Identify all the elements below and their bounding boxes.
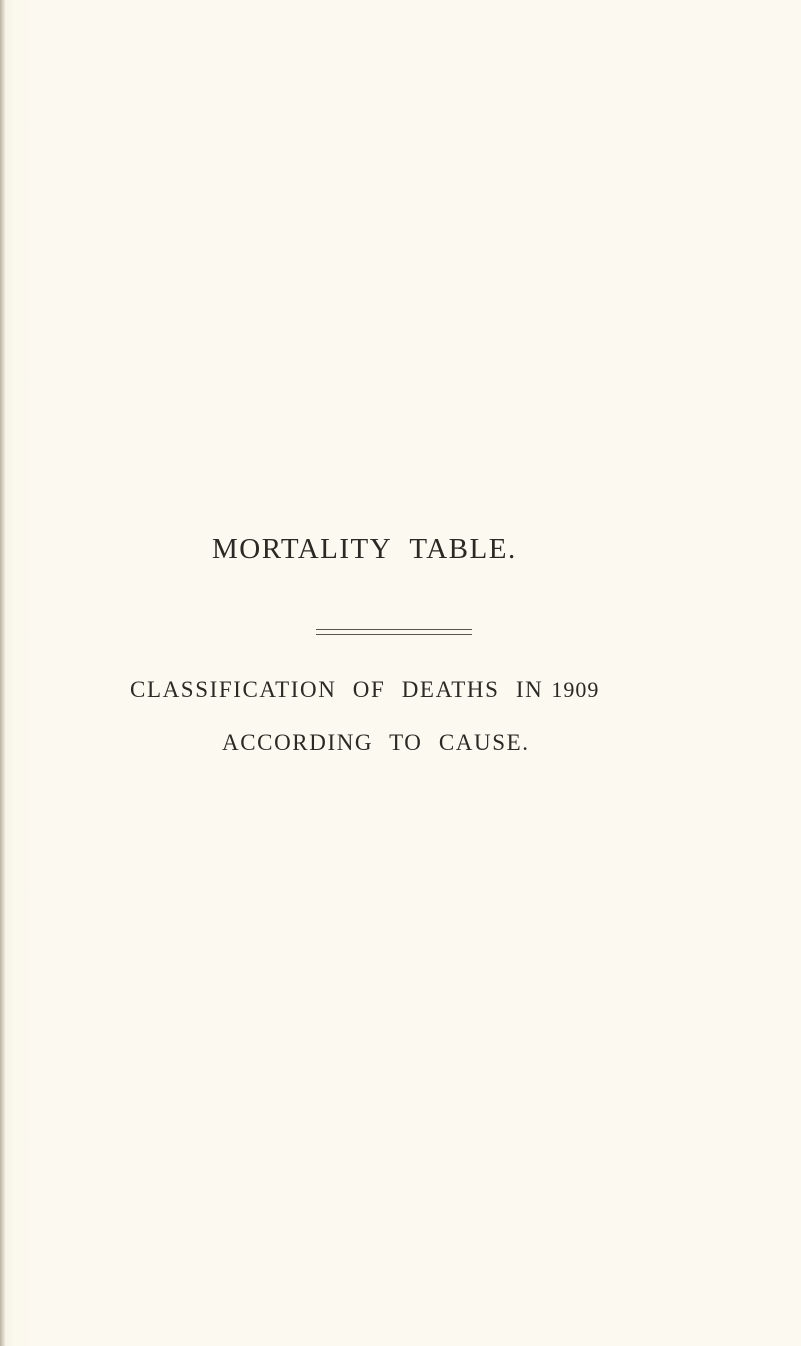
page-binding-edge [0, 0, 5, 1346]
double-rule-bottom [316, 634, 472, 635]
subtitle-year: 1909 [551, 677, 600, 702]
subtitle-line-2: ACCORDING TO CAUSE. [222, 730, 530, 755]
page-title: MORTALITY TABLE. [212, 533, 517, 565]
double-rule-top [316, 629, 472, 630]
subtitle-line-1 [130, 677, 599, 703]
subtitle-text-1: CLASSIFICATION OF DEATHS IN [130, 677, 544, 702]
